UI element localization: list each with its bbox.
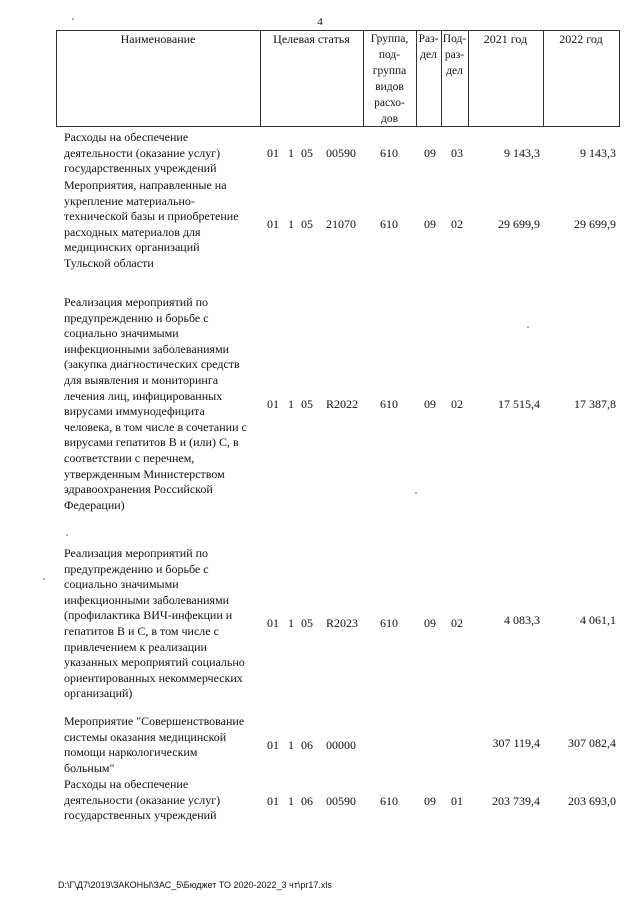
section-value: 09 [424, 794, 436, 808]
row-name: Мероприятия, направленные на укрепление материально- технической базы и приобретение расходных материалов для медицинских организаций Тульской области [64, 178, 239, 270]
scan-speck [43, 578, 45, 580]
header-group: Группа, под- группа видов расхо- дов [370, 33, 409, 125]
code-subprogram: 1 [288, 738, 294, 752]
amount-2021: 29 699,9 [498, 217, 540, 231]
code-program: 01 [267, 146, 279, 160]
code-subprogram: 1 [288, 217, 294, 231]
scan-speck [66, 534, 68, 536]
row-name: Реализация мероприятий по предупреждению и борьбе с социально значимыми инфекционными заболеваниями (профилактика ВИЧ-инфекции и гепатитов В и С, в том числе с привлечением к реализации указанных мероприятий социально ориентированных некоммерческих организаций) [64, 546, 245, 701]
scan-speck [527, 326, 529, 328]
subsection-value: 02 [451, 616, 463, 630]
header-bottom-border [56, 126, 620, 127]
header-divider [619, 30, 620, 126]
amount-2021: 17 515,4 [498, 397, 540, 411]
amount-2022: 203 693,0 [568, 794, 616, 808]
code-program: 01 [267, 794, 279, 808]
group-value: 610 [380, 146, 398, 160]
subsection-value: 02 [451, 397, 463, 411]
group-value: 610 [380, 217, 398, 231]
code-event: 05 [301, 616, 313, 630]
code-direction: R2022 [326, 397, 359, 411]
code-program: 01 [267, 397, 279, 411]
group-value: 610 [380, 616, 398, 630]
code-event: 05 [301, 397, 313, 411]
code-event: 06 [301, 794, 313, 808]
amount-2021: 4 083,3 [504, 613, 540, 627]
header-year-2022: 2022 год [559, 32, 603, 46]
code-event: 06 [301, 738, 313, 752]
subsection-value: 03 [451, 146, 463, 160]
row-name: Расходы на обеспечение деятельности (оказание услуг) государственных учреждений [64, 777, 221, 823]
amount-2022: 17 387,8 [574, 397, 616, 411]
amount-2022: 4 061,1 [580, 613, 616, 627]
amount-2021: 9 143,3 [504, 146, 540, 160]
section-value: 09 [424, 146, 436, 160]
code-direction: 00590 [326, 146, 356, 160]
header-target-article: Целевая статья [273, 32, 350, 46]
amount-2022: 307 082,4 [568, 736, 616, 750]
code-event: 05 [301, 217, 313, 231]
header-name: Наименование [120, 32, 196, 46]
row-name: Реализация мероприятий по предупреждению и борьбе с социально значимыми инфекционными заболеваниями (закупка диагностических средств для выявления и мониторинга лечения лиц, инфицированных вирусами иммунодефицита человека, в том числе в сочетании с вирусами гепатитов В и (или) С, в соответствии с перечнем, утвержденным Министерством здравоохранения Российской Федерации) [64, 295, 247, 512]
subsection-value: 01 [451, 794, 463, 808]
subsection-value: 02 [451, 217, 463, 231]
row-name: Расходы на обеспечение деятельности (оказание услуг) государственных учреждений [64, 130, 221, 176]
section-value: 09 [424, 217, 436, 231]
code-subprogram: 1 [288, 397, 294, 411]
code-direction: 00000 [326, 738, 356, 752]
amount-2022: 9 143,3 [580, 146, 616, 160]
header-top-border [56, 30, 620, 31]
amount-2022: 29 699,9 [574, 217, 616, 231]
file-path-footer: D:\Г\Д7\2019\ЗАКОНЫ\ЗАС_5\Бюджет ТО 2020-2022_3 чт\pr17.xls [58, 880, 332, 890]
group-value: 610 [380, 794, 398, 808]
amount-2021: 307 119,4 [492, 736, 540, 750]
code-program: 01 [267, 616, 279, 630]
code-event: 05 [301, 146, 313, 160]
header-subsection: Под- раз- дел [442, 33, 467, 77]
code-subprogram: 1 [288, 794, 294, 808]
amount-2021: 203 739,4 [492, 794, 540, 808]
code-program: 01 [267, 217, 279, 231]
page-number: 4 [317, 16, 323, 28]
code-subprogram: 1 [288, 616, 294, 630]
code-program: 01 [267, 738, 279, 752]
header-year-2021: 2021 год [483, 32, 528, 46]
scan-speck [72, 18, 74, 20]
scan-speck [415, 492, 417, 494]
section-value: 09 [424, 397, 436, 411]
code-direction: 21070 [326, 217, 356, 231]
code-direction: R2023 [326, 616, 359, 630]
code-direction: 00590 [326, 794, 356, 808]
section-value: 09 [424, 616, 436, 630]
group-value: 610 [380, 397, 398, 411]
code-subprogram: 1 [288, 146, 294, 160]
header-section: Раз- дел [418, 33, 439, 61]
row-name: Мероприятие "Совершенствование системы оказания медицинской помощи наркологическим больным" [64, 714, 245, 775]
